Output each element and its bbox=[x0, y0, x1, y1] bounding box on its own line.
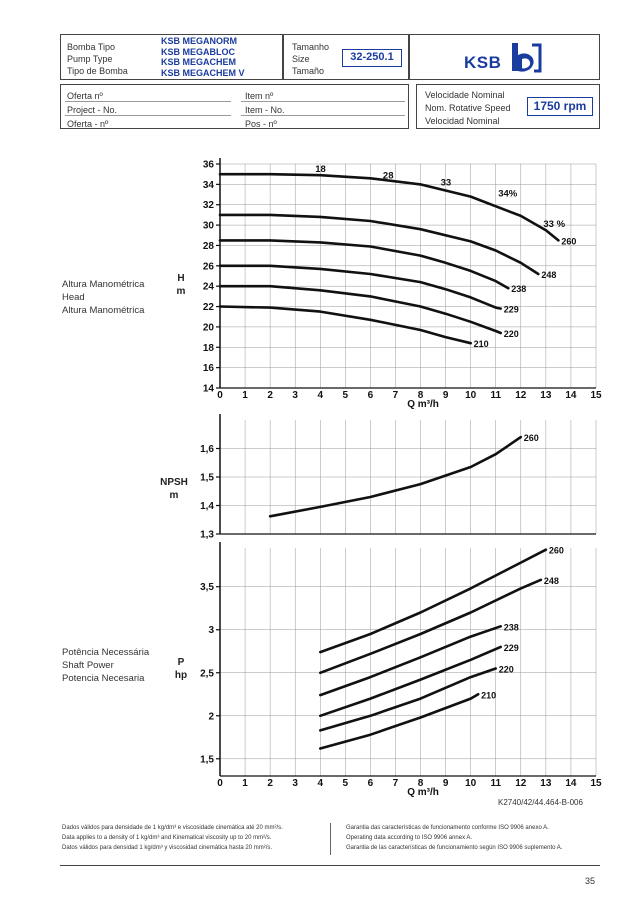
power-curve-label-248: 248 bbox=[543, 575, 559, 586]
efficiency-label: 18 bbox=[315, 164, 326, 176]
footer-right-line: Garantia de las características de funcionamiento según ISO 9906 suplemento A. bbox=[346, 845, 563, 851]
power-label-en: Shaft Power bbox=[62, 660, 114, 671]
offer-label-en: Project - No. bbox=[67, 105, 118, 115]
head-x-tick-label: 11 bbox=[490, 390, 502, 401]
head-label-en: Head bbox=[62, 292, 85, 303]
size-label-en: Size bbox=[292, 54, 310, 64]
head-x-tick-label: 2 bbox=[267, 390, 273, 401]
head-curve-label-238: 238 bbox=[511, 284, 527, 295]
head-symbol: H bbox=[177, 273, 185, 284]
power-x-tick-label: 8 bbox=[417, 778, 424, 789]
power-y-tick-label: 3 bbox=[208, 625, 214, 637]
efficiency-label: 28 bbox=[382, 170, 394, 182]
head-unit: m bbox=[176, 286, 186, 297]
pump-model: KSB MEGACHEM bbox=[161, 57, 237, 67]
power-x-tick-label: 10 bbox=[465, 778, 477, 789]
pump-model: KSB MEGANORM bbox=[161, 36, 237, 46]
head-curve-238 bbox=[220, 240, 508, 288]
power-x-tick-label: 6 bbox=[367, 778, 374, 789]
npsh-y-tick-label: 1,6 bbox=[200, 444, 214, 455]
footer-rule bbox=[60, 865, 600, 866]
power-x-tick-label: 13 bbox=[540, 778, 552, 789]
power-x-tick-label: 9 bbox=[442, 778, 449, 789]
npsh-panel bbox=[200, 414, 596, 541]
item-label-pt: Item nº bbox=[245, 91, 274, 101]
head-x-tick-label: 9 bbox=[442, 390, 449, 401]
head-y-tick-label: 14 bbox=[202, 383, 214, 395]
power-x-tick-label: 0 bbox=[217, 778, 223, 789]
item-label-en: Item - No. bbox=[245, 105, 285, 115]
power-x-tick-label: 5 bbox=[342, 778, 349, 789]
power-x-tick-label: 2 bbox=[267, 778, 273, 789]
power-curve-label-238: 238 bbox=[503, 622, 519, 633]
pump-type-label-en: Pump Type bbox=[67, 54, 113, 64]
pump-type-label-pt: Bomba Tipo bbox=[67, 42, 116, 52]
size-label-pt: Tamanho bbox=[292, 42, 330, 52]
head-y-tick-label: 24 bbox=[202, 281, 214, 293]
head-x-tick-label: 10 bbox=[465, 390, 477, 401]
head-y-tick-label: 34 bbox=[202, 179, 214, 191]
head-y-tick-label: 18 bbox=[202, 342, 214, 354]
efficiency-label: 34% bbox=[498, 188, 518, 200]
power-curve-label-229: 229 bbox=[503, 642, 519, 653]
power-x-tick-label: 14 bbox=[565, 778, 577, 789]
item-label-es: Pos - nº bbox=[245, 119, 277, 129]
head-y-tick-label: 30 bbox=[202, 220, 214, 232]
power-curve-229 bbox=[320, 647, 500, 716]
head-y-tick-label: 16 bbox=[202, 363, 214, 375]
npsh-y-tick-label: 1,4 bbox=[200, 501, 214, 512]
power-curve-210 bbox=[320, 694, 478, 748]
power-y-tick-label: 3,5 bbox=[200, 582, 214, 594]
head-x-tick-label: 13 bbox=[540, 390, 552, 401]
footer-right-line: Operating data according to ISO 9906 annex A. bbox=[346, 835, 473, 841]
footer-right-line: Garantia das características de funcionamento conforme ISO 9906 anexo A. bbox=[346, 825, 549, 831]
npsh-unit: m bbox=[169, 490, 179, 501]
head-x-tick-label: 4 bbox=[317, 390, 324, 401]
head-x-tick-label: 7 bbox=[392, 390, 399, 401]
head-curve-label-260: 260 bbox=[561, 236, 577, 247]
power-x-tick-label: 3 bbox=[292, 778, 298, 789]
power-label-pt: Potência Necessária bbox=[62, 647, 150, 658]
speed-label-en: Nom. Rotative Speed bbox=[425, 103, 511, 113]
power-unit: hp bbox=[174, 670, 188, 681]
head-x-tick-label: 14 bbox=[565, 390, 577, 401]
page-number: 35 bbox=[585, 876, 596, 886]
footer-left-line: Datos válidos para densidad 1 kg/dm³ y viscosidad cinemática hasta 20 mm²/s. bbox=[62, 845, 273, 851]
head-label-pt: Altura Manométrica bbox=[62, 279, 145, 290]
power-x-axis-label: Q m³/h bbox=[407, 787, 439, 798]
document-code: K2740/42/44.464-B-006 bbox=[498, 798, 583, 807]
head-y-tick-label: 32 bbox=[202, 200, 214, 212]
pump-type-label-es: Tipo de Bomba bbox=[67, 66, 128, 76]
head-y-tick-label: 22 bbox=[202, 302, 214, 314]
footer-left bbox=[62, 823, 283, 853]
head-x-tick-label: 8 bbox=[417, 390, 424, 401]
npsh-symbol: NPSH bbox=[160, 477, 188, 488]
head-x-tick-label: 12 bbox=[515, 390, 527, 401]
npsh-y-tick-label: 1,5 bbox=[200, 472, 214, 484]
head-y-tick-label: 20 bbox=[202, 322, 214, 334]
power-x-tick-label: 15 bbox=[590, 778, 602, 789]
footer-divider bbox=[330, 823, 331, 855]
head-panel bbox=[203, 158, 602, 410]
head-y-tick-label: 26 bbox=[202, 261, 214, 273]
power-x-tick-label: 4 bbox=[317, 778, 324, 789]
power-panel bbox=[200, 542, 602, 798]
power-curve-260 bbox=[320, 550, 546, 652]
npsh-y-tick-label: 1,3 bbox=[200, 529, 214, 541]
power-x-tick-label: 12 bbox=[515, 778, 527, 789]
head-x-tick-label: 15 bbox=[590, 390, 602, 401]
pump-model: KSB MEGABLOC bbox=[161, 46, 235, 57]
power-curve-label-220: 220 bbox=[498, 664, 514, 675]
size-label-es: Tamaño bbox=[292, 66, 325, 76]
offer-label-pt: Oferta nº bbox=[67, 91, 103, 101]
footer-left-line: Data applies to a density of 1 kg/dm³ and Kinematical viscosity up to 20 mm²/s. bbox=[62, 835, 272, 841]
power-y-tick-label: 2,5 bbox=[200, 668, 214, 680]
npsh-curve-label-260: 260 bbox=[523, 433, 539, 444]
speed-label-pt: Velocidade Nominal bbox=[425, 90, 505, 100]
efficiency-label: 33 % bbox=[543, 219, 566, 231]
power-curve-label-210: 210 bbox=[481, 690, 497, 701]
power-x-tick-label: 1 bbox=[242, 778, 248, 789]
ksb-logo-text: KSB bbox=[464, 53, 502, 72]
head-x-tick-label: 6 bbox=[367, 390, 374, 401]
size-value: 32-250.1 bbox=[342, 49, 402, 67]
head-curve-label-220: 220 bbox=[503, 329, 519, 340]
head-x-tick-label: 3 bbox=[292, 390, 298, 401]
head-x-tick-label: 5 bbox=[342, 390, 349, 401]
head-y-tick-label: 36 bbox=[202, 159, 214, 171]
head-x-tick-label: 1 bbox=[242, 390, 248, 401]
power-curve-label-260: 260 bbox=[548, 545, 564, 556]
power-x-tick-label: 11 bbox=[490, 778, 502, 789]
head-curve-label-229: 229 bbox=[503, 304, 519, 315]
head-label-es: Altura Manométrica bbox=[62, 305, 145, 316]
speed-value: 1750 rpm bbox=[527, 97, 593, 116]
power-x-tick-label: 7 bbox=[392, 778, 399, 789]
head-x-axis-label: Q m³/h bbox=[407, 399, 439, 410]
head-curve-label-248: 248 bbox=[541, 269, 557, 280]
offer-label-es: Oferta - nº bbox=[67, 119, 109, 129]
power-label-es: Potencia Necesaria bbox=[62, 673, 145, 684]
pump-model: KSB MEGACHEM V bbox=[161, 67, 245, 78]
head-y-tick-label: 28 bbox=[202, 240, 214, 252]
footer-right bbox=[346, 823, 562, 853]
footer-left-line: Dados válidos para densidade de 1 kg/dm³ e viscosidade cinemática até 20 mm²/s. bbox=[62, 825, 283, 831]
power-symbol: P bbox=[177, 657, 185, 668]
speed-label-es: Velocidad Nominal bbox=[425, 116, 500, 126]
power-y-tick-label: 2 bbox=[208, 711, 214, 723]
head-x-tick-label: 0 bbox=[217, 390, 223, 401]
head-curve-label-210: 210 bbox=[473, 339, 489, 350]
power-y-tick-label: 1,5 bbox=[200, 754, 214, 766]
efficiency-label: 33 bbox=[440, 177, 452, 189]
